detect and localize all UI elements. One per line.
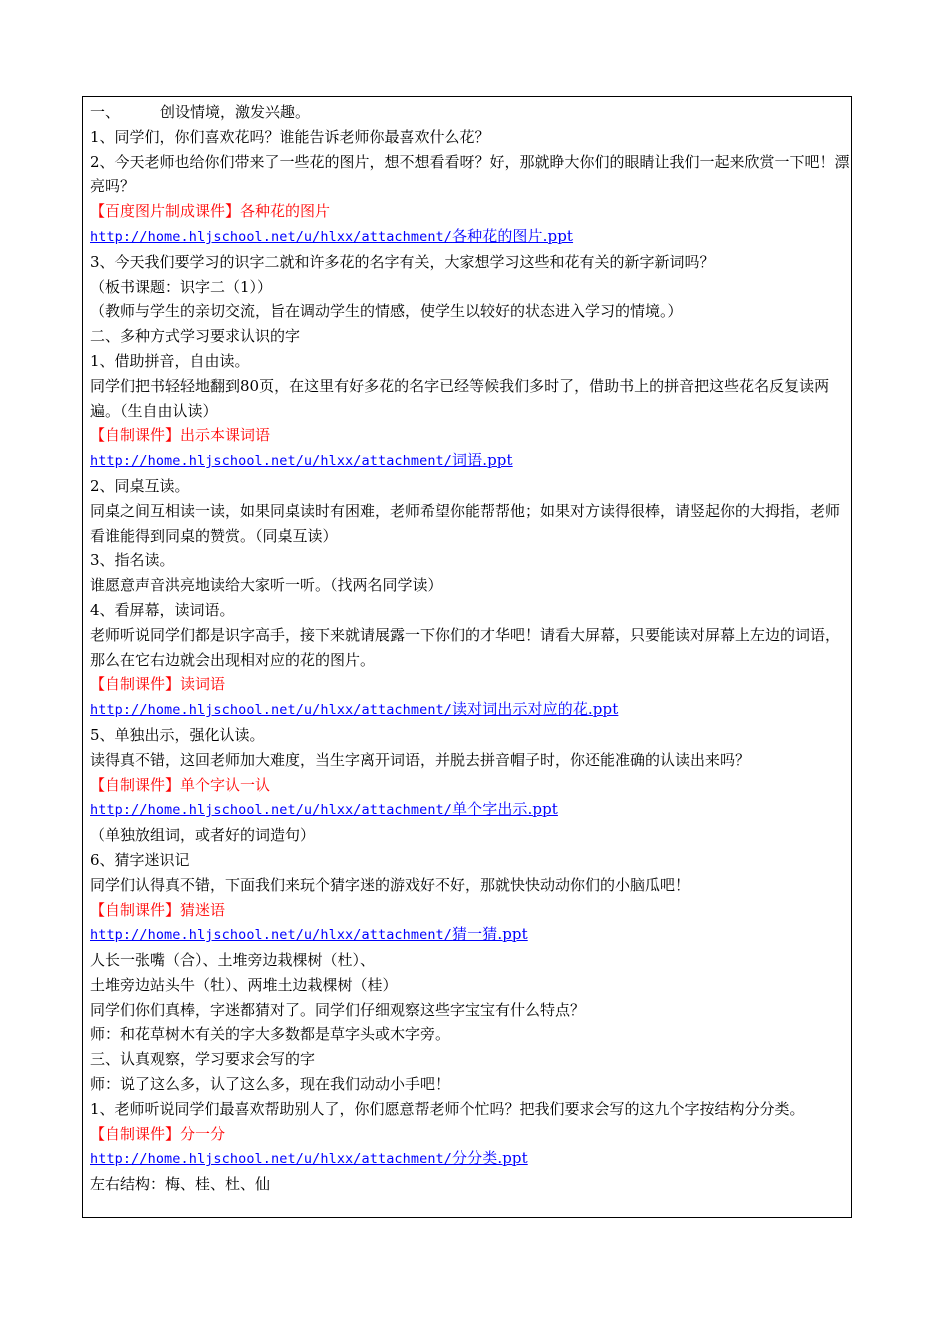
link-prefix: http://home.hljschool.net/u/hlxx/attachment/ (90, 702, 453, 719)
paragraph-line: 同学们认得真不错，下面我们来玩个猜字迷的游戏好不好，那就快快动动你们的小脑瓜吧！ (90, 875, 691, 894)
paragraph-line: 同桌之间互相读一读，如果同桌读时有困难，老师希望你能帮帮他；如果对方读得很棒，请竖起你的大拇指，老师看谁能得到同桌的赞赏。（同桌互读） (90, 501, 841, 545)
paragraph-line: （单独放组词，或者好的词造句） (90, 826, 316, 845)
link-filename: 读对词出示对应的花.ppt (452, 700, 619, 719)
paragraph-line: 4、看屏幕，读词语。 (90, 600, 235, 619)
lesson-plan-content (90, 100, 850, 1197)
attachment-link-line (90, 697, 850, 723)
paragraph-line: （板书课题：识字二（1）） (90, 277, 273, 296)
paragraph-line: 2、同桌互读。 (90, 476, 190, 495)
paragraph-line: 土堆旁边站头牛（牡）、两堆土边栽棵树（桂） (90, 975, 398, 994)
paragraph-line: 1、老师听说同学们最喜欢帮助别人了，你们愿意帮老师个忙吗？把我们要求会写的这九个字按结构分分类。 (90, 1099, 805, 1118)
paragraph-line: 师：和花草树木有关的字大多数都是草字头或木字旁。 (90, 1025, 451, 1044)
paragraph-line: 二、多种方式学习要求认识的字 (90, 327, 301, 346)
courseware-label: 【自制课件】出示本课词语 (90, 426, 271, 445)
attachment-link[interactable] (90, 802, 558, 818)
attachment-link[interactable] (90, 453, 513, 469)
paragraph-line: 3、今天我们要学习的识字二就和许多花的名字有关，大家想学习这些和花有关的新字新词吗？ (90, 252, 715, 271)
paragraph-line: 同学们把书轻轻地翻到80页，在这里有好多花的名字已经等候我们多时了，借助书上的拼音把这些花名反复读两遍。（生自由认读） (90, 376, 830, 420)
paragraph-line: 谁愿意声音洪亮地读给大家听一听。（找两名同学读） (90, 576, 443, 595)
courseware-label: 【自制课件】分一分 (90, 1124, 226, 1143)
link-prefix: http://home.hljschool.net/u/hlxx/attachment/ (90, 228, 453, 245)
attachment-link-line (90, 1146, 850, 1172)
link-prefix: http://home.hljschool.net/u/hlxx/attachment/ (90, 802, 453, 819)
attachment-link[interactable] (90, 927, 528, 943)
link-filename: 单个字出示.ppt (452, 800, 558, 819)
paragraph-line: 5、单独出示，强化认读。 (90, 725, 265, 744)
attachment-link-line (90, 448, 850, 474)
section-heading (90, 100, 850, 125)
courseware-label: 【自制课件】单个字认一认 (90, 775, 271, 794)
attachment-link[interactable] (90, 702, 618, 718)
paragraph-line: 同学们你们真棒，字迷都猜对了。同学们仔细观察这些字宝宝有什么特点？ (90, 1000, 586, 1019)
link-filename: 分分类.ppt (452, 1149, 528, 1168)
paragraph-line: 2、今天老师也给你们带来了一些花的图片，想不想看看呀？好，那就睁大你们的眼睛让我们一起来欣赏一下吧！漂亮吗？ (90, 152, 850, 196)
paragraph-line: 人长一张嘴（合）、土堆旁边栽棵树（杜）、 (90, 951, 376, 970)
paragraph-line: 三、认真观察，学习要求会写的字 (90, 1050, 316, 1069)
paragraph-line: 3、指名读。 (90, 551, 175, 570)
attachment-link[interactable] (90, 226, 574, 245)
paragraph-line: 1、同学们，你们喜欢花吗？谁能告诉老师你最喜欢什么花？ (90, 127, 490, 146)
attachment-link-line (90, 224, 850, 250)
link-prefix: http://home.hljschool.net/u/hlxx/attachment/ (90, 927, 453, 944)
courseware-label: 【自制课件】猜迷语 (90, 900, 226, 919)
paragraph-line: 左右结构：梅、桂、杜、仙 (90, 1175, 271, 1194)
link-filename: 各种花的图片.ppt (452, 226, 574, 245)
paragraph-line: 读得真不错，这回老师加大难度，当生字离开词语，并脱去拼音帽子时，你还能准确的认读出来吗？ (90, 750, 751, 769)
link-prefix: http://home.hljschool.net/u/hlxx/attachment/ (90, 1151, 453, 1168)
courseware-label: 【百度图片制成课件】各种花的图片 (90, 202, 331, 221)
paragraph-line: 1、借助拼音，自由读。 (90, 351, 250, 370)
attachment-link-line (90, 922, 850, 948)
paragraph-line: （教师与学生的亲切交流，旨在调动学生的情感，使学生以较好的状态进入学习的情境。） (90, 302, 683, 321)
link-filename: 猜一猜.ppt (452, 925, 528, 944)
paragraph-line: 6、猜字迷识记 (90, 850, 190, 869)
section-title: 创设情境，激发兴趣。 (160, 103, 311, 121)
attachment-link-line (90, 797, 850, 823)
link-prefix: http://home.hljschool.net/u/hlxx/attachment/ (90, 453, 453, 470)
paragraph-line: 师：说了这么多，认了这么多，现在我们动动小手吧！ (90, 1075, 451, 1094)
section-number: 一、 (90, 103, 121, 121)
courseware-label: 【自制课件】读词语 (90, 675, 226, 694)
link-filename: 词语.ppt (452, 451, 513, 470)
paragraph-line: 老师听说同学们都是识字高手，接下来就请展露一下你们的才华吧！请看大屏幕，只要能读对屏幕上左边的词语，那么在它右边就会出现相对应的花的图片。 (90, 625, 841, 669)
attachment-link[interactable] (90, 1151, 528, 1167)
